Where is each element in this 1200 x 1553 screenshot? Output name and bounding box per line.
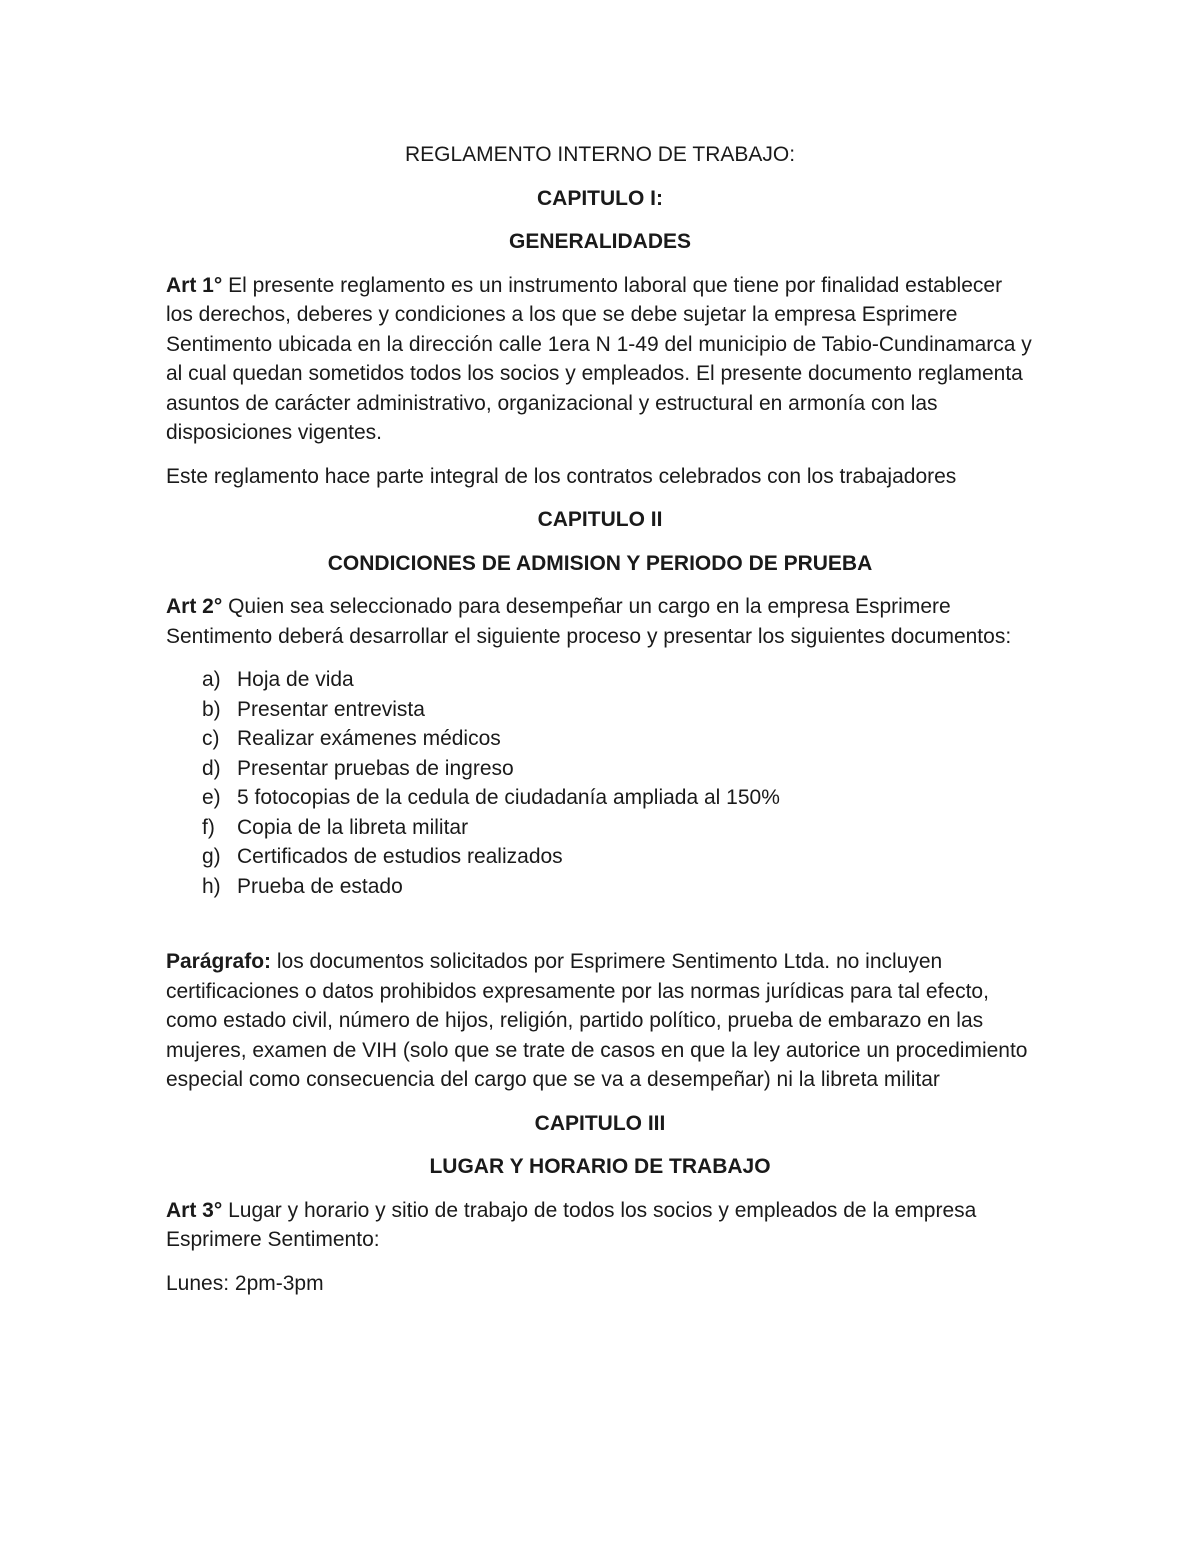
list-marker: g) (202, 845, 221, 868)
list-item-text: 5 fotocopias de la cedula de ciudadanía ampliada al 150% (237, 786, 780, 809)
article-1 (166, 271, 1034, 448)
article-1-text: El presente reglamento es un instrumento laboral que tiene por finalidad establecer los derechos, deberes y condiciones a los que se debe sujetar la empresa Esprimere Sentimento ubicada en la dirección calle 1era N 1-49 del municipio de Tabio-Cundinamarca y al cual quedan sometidos todos los socios y empleados. El presente documento reglamenta asuntos de carácter administrativo, organizacional y estructural en armonía con las disposiciones vigentes. (166, 273, 1032, 444)
list-item-text: Prueba de estado (237, 874, 403, 898)
requirements-list (166, 665, 1034, 901)
list-item-text: Copia de la libreta militar (237, 815, 469, 839)
schedule-line: Lunes: 2pm-3pm (166, 1271, 324, 1295)
list-marker: c) (202, 727, 220, 750)
list-item (166, 695, 1034, 725)
article-1-lead: Art 1° (166, 273, 223, 297)
list-item (166, 724, 1034, 754)
list-item-text: Hoja de vida (237, 668, 354, 691)
chapter-1-heading: GENERALIDADES (508, 230, 692, 253)
document-title: REGLAMENTO INTERNO DE TRABAJO: (404, 143, 796, 166)
paragrafo-lead: Parágrafo: (166, 950, 272, 973)
list-marker: f) (202, 815, 215, 839)
article-2-lead: Art 2° (166, 595, 223, 618)
list-marker: e) (202, 786, 221, 809)
article-2-text: Quien sea seleccionado para desempeñar un cargo en la empresa Esprimere Sentimento deberá desarrollar el siguiente proceso y presentar los siguientes documentos: (166, 595, 1012, 648)
article-3 (166, 1196, 1034, 1255)
chapter-2-label: CAPITULO II (537, 508, 663, 531)
list-item (166, 842, 1034, 872)
chapter-3-heading: LUGAR Y HORARIO DE TRABAJO (429, 1155, 771, 1178)
list-marker: d) (202, 756, 221, 780)
list-item (166, 665, 1034, 695)
list-marker: b) (202, 697, 221, 721)
list-item (166, 754, 1034, 784)
article-2 (166, 592, 1034, 651)
list-item (166, 783, 1034, 813)
paragrafo (166, 947, 1034, 1095)
chapter-3-label: CAPITULO III (534, 1111, 666, 1135)
list-marker: a) (202, 668, 221, 691)
paragrafo-text: los documentos solicitados por Esprimere Sentimento Ltda. no incluyen certificaciones o datos prohibidos expresamente por las normas jurídicas para tal efecto, como estado civil, número de hijos, religión, partido político, prueba de embarazo en las mujeres, examen de VIH (solo que se trate de casos en que la ley autorice un procedimiento especial como consecuencia del cargo que se va a desempeñar) ni la libreta militar (166, 950, 1028, 1091)
list-item-text: Realizar exámenes médicos (237, 727, 501, 750)
chapter-1-label: CAPITULO I: (537, 186, 663, 210)
list-item (166, 872, 1034, 902)
list-item-text: Presentar entrevista (237, 697, 425, 721)
article-1-extra: Este reglamento hace parte integral de los contratos celebrados con los trabajadores (166, 464, 957, 488)
list-item-text: Certificados de estudios realizados (237, 845, 563, 868)
article-3-text: Lugar y horario y sitio de trabajo de todos los socios y empleados de la empresa Esprimere Sentimento: (166, 1198, 977, 1251)
list-item (166, 813, 1034, 843)
list-marker: h) (202, 874, 221, 898)
article-3-lead: Art 3° (166, 1198, 223, 1222)
list-item-text: Presentar pruebas de ingreso (237, 756, 514, 780)
chapter-2-heading: CONDICIONES DE ADMISION Y PERIODO DE PRUEBA (327, 551, 873, 575)
document-page (166, 140, 1034, 1312)
